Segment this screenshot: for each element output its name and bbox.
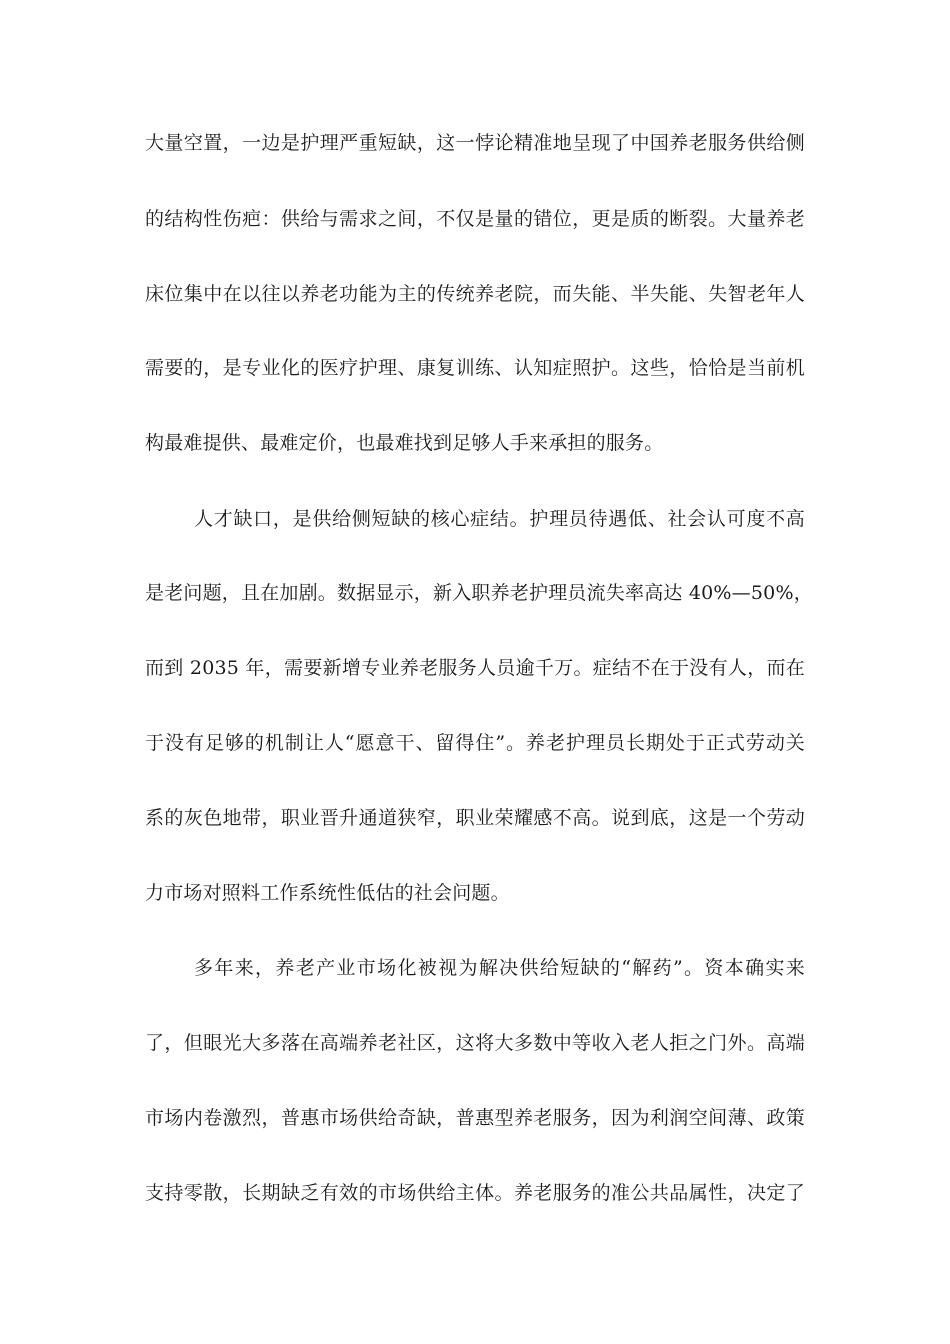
text-line: 的结构性伤疤：供给与需求之间，不仅是量的错位，更是质的断裂。大量养老 <box>145 208 805 230</box>
text-line: 需要的，是专业化的医疗护理、康复训练、认知症照护。这些，恰恰是当前机 <box>145 357 805 379</box>
text-line: 力市场对照料工作系统性低估的社会问题。 <box>145 882 510 904</box>
text-line: 了，但眼光大多落在高端养老社区，这将大多数中等收入老人拒之门外。高端 <box>145 1032 805 1054</box>
text-line: 市场内卷激烈，普惠市场供给奇缺，普惠型养老服务，因为利润空间薄、政策 <box>145 1107 805 1129</box>
text-line: 而到 2035 年，需要新增专业养老服务人员逾千万。症结不在于没有人，而在 <box>145 657 805 679</box>
text-line: 构最难提供、最难定价，也最难找到足够人手来承担的服务。 <box>145 432 664 454</box>
paragraph-first-line: 人才缺口，是供给侧短缺的核心症结。护理员待遇低、社会认可度不高 <box>194 508 805 530</box>
text-line: 系的灰色地带，职业晋升通道狭窄，职业荣耀感不高。说到底，这是一个劳动 <box>145 807 805 829</box>
paragraph-first-line: 多年来，养老产业市场化被视为解决供给短缺的“解药”。资本确实来 <box>194 957 805 979</box>
text-line: 大量空置，一边是护理严重短缺，这一悖论精准地呈现了中国养老服务供给侧 <box>145 132 805 154</box>
text-line: 支持零散，长期缺乏有效的市场供给主体。养老服务的准公共品属性，决定了 <box>145 1182 805 1204</box>
text-line: 是老问题，且在加剧。数据显示，新入职养老护理员流失率高达 40%—50%， <box>145 582 813 604</box>
text-line: 床位集中在以往以养老功能为主的传统养老院，而失能、半失能、失智老年人 <box>145 283 805 305</box>
text-line: 于没有足够的机制让人“愿意干、留得住”。养老护理员长期处于正式劳动关 <box>145 732 805 754</box>
